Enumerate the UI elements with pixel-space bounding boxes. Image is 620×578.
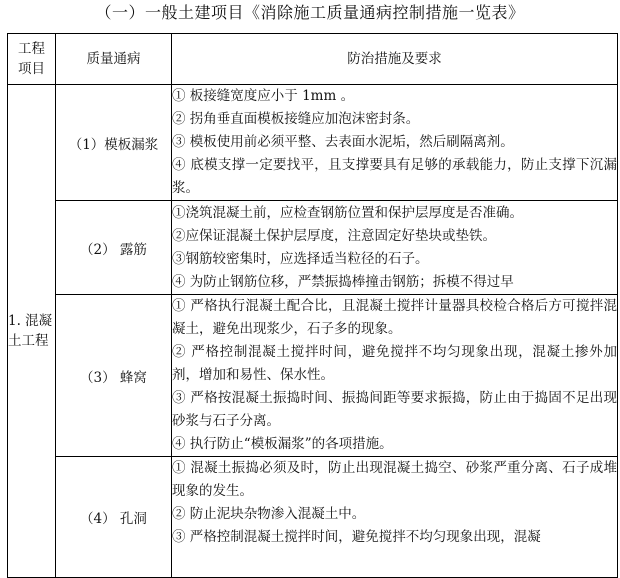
measure-item: ③ 模板使用前必须平整、去表面水泥垢，然后刷隔离剂。 <box>172 134 514 150</box>
measure-item: ① 板接缝宽度应小于 1mm 。 <box>172 88 355 104</box>
defect-cell: （1）模板漏浆 <box>56 85 172 201</box>
measure-item: ④ 为防止钢筋位移，严禁振捣棒撞击钢筋；拆模不得过早 <box>172 273 514 290</box>
project-cell: 1. 混凝土工程 <box>8 85 56 578</box>
measure-item: ② 拐角垂直面模板接缝应加泡沫密封条。 <box>172 111 420 127</box>
defect-cell: （2） 露筋 <box>56 201 172 295</box>
quality-defect-table <box>7 33 618 578</box>
measures-cell <box>172 457 618 578</box>
header-measures: 防治措施及要求 <box>172 34 618 85</box>
measure-item: ④ 执行防止“模板漏浆”的各项措施。 <box>172 436 393 452</box>
measure-item: ②应保证混凝土保护层厚度，注意固定好垫块或垫铁。 <box>172 227 496 244</box>
measure-item: ③ 严格控制混凝土搅拌时间，避免搅拌不均匀现象出现，混凝 <box>172 529 541 545</box>
defect-cell: （4） 孔洞 <box>56 457 172 578</box>
table-header-row <box>8 34 618 85</box>
measure-item: ①浇筑混凝土前，应检查钢筋位置和保护层厚度是否准确。 <box>172 204 523 221</box>
measures-cell <box>172 201 618 295</box>
header-defect: 质量通病 <box>56 34 172 85</box>
measure-item: ① 严格执行混凝土配合比，且混凝土搅拌计量器具校检合格后方可搅拌混凝土，避免出现浆少，石子多的现象。 <box>172 298 617 337</box>
measure-item: ③钢筋较密集时，应选择适当粒径的石子。 <box>172 250 429 267</box>
defect-cell: （3） 蜂窝 <box>56 295 172 457</box>
measures-cell <box>172 295 618 457</box>
measure-item: ③ 严格按混凝土振捣时间、振捣间距等要求振捣，防止由于捣固不足出现砂浆与石子分离。 <box>172 390 617 429</box>
table-row <box>8 85 618 201</box>
table-row <box>8 295 618 457</box>
measure-item: ② 防止泥块杂物渗入混凝土中。 <box>172 506 366 522</box>
table-row <box>8 201 618 295</box>
header-project: 工程项目 <box>8 34 56 85</box>
measure-item: ④ 底模支撑一定要找平，且支撑要具有足够的承载能力，防止支撑下沉漏浆。 <box>172 157 617 196</box>
table-row <box>8 457 618 578</box>
measure-item: ② 严格控制混凝土搅拌时间，避免搅拌不均匀现象出现，混凝土掺外加剂，增加和易性、保水性。 <box>172 344 617 383</box>
measures-cell <box>172 85 618 201</box>
measure-item: ① 混凝土振捣必须及时，防止出现混凝土捣空、砂浆严重分离、石子成堆现象的发生。 <box>172 460 617 499</box>
document-title: （一）一般土建项目《消除施工质量通病控制措施一览表》 <box>95 3 525 22</box>
